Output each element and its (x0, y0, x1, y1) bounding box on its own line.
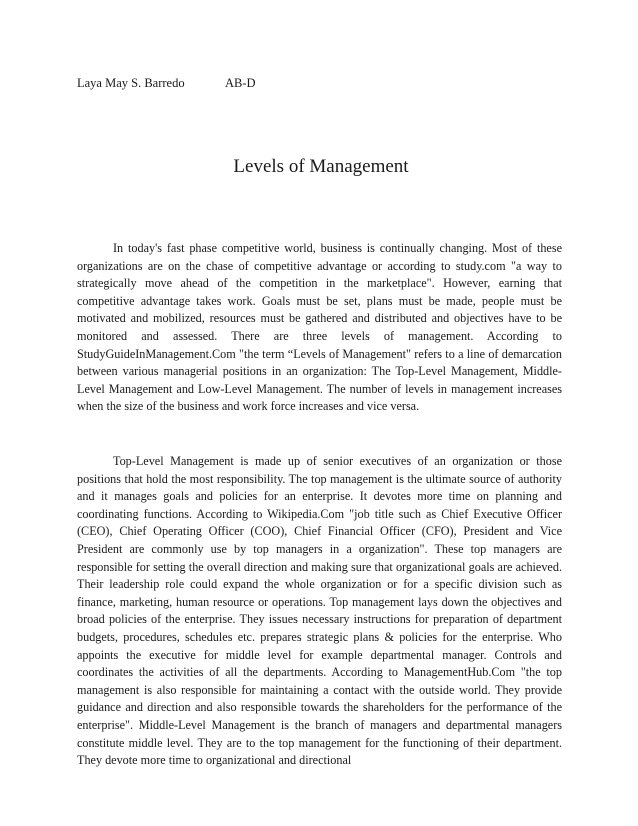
paragraph-top-level-management: Top-Level Management is made up of senior executives of an organization or those positions that hold the most responsibility. The top management is the ultimate source of authority and it manages goals and policies for an enterprise. It devotes more time on planning and coordinating functions. According to Wikipedia.Com "job title such as Chief Executive Officer (CEO), Chief Operating Officer (COO), Chief Financial Officer (CFO), President and Vice President are commonly use by top managers in a organization". These top managers are responsible for setting the overall direction and making sure that organizational goals are achieved. Their leadership role could expand the whole organization or for a specific division such as finance, marketing, human resource or operations. Top management lays down the objectives and broad policies of the enterprise. They issues necessary instructions for preparation of department budgets, procedures, schedules etc. prepares strategic plans & policies for the enterprise. Who appoints the executive for middle level for example departmental manager. Controls and coordinates the activities of all the departments. According to ManagementHub.Com "the top management is also responsible for maintaining a contact with the outside world. They provide guidance and direction and also responsible towards the shareholders for the performance of the enterprise". Middle-Level Management is the branch of managers and departmental managers constitute middle level. They are to the top management for the functioning of their department. They devote more time to organizational and directional (77, 454, 562, 768)
header-line (77, 76, 256, 91)
document-title: Levels of Management (233, 156, 409, 177)
course-section: AB-D (225, 76, 256, 90)
paragraph-intro: In today's fast phase competitive world, business is continually changing. Most of these organizations are on the chase of competitive advantage or according to study.com "a way to strategically move ahead of the competition in the marketplace". However, earning that competitive advantage takes work. Goals must be set, plans must be made, people must be motivated and mobilized, resources must be gathered and distributed and objectives have to be monitored and assessed. There are three levels of management. According to StudyGuideInManagement.Com "the term “Levels of Management" refers to a line of demarcation between various managerial positions in an organization: The Top-Level Management, Middle-Level Management and Low-Level Management. The number of levels in management increases when the size of the business and work force increases and vice versa. (77, 241, 562, 414)
author-name: Laya May S. Barredo (77, 76, 185, 90)
